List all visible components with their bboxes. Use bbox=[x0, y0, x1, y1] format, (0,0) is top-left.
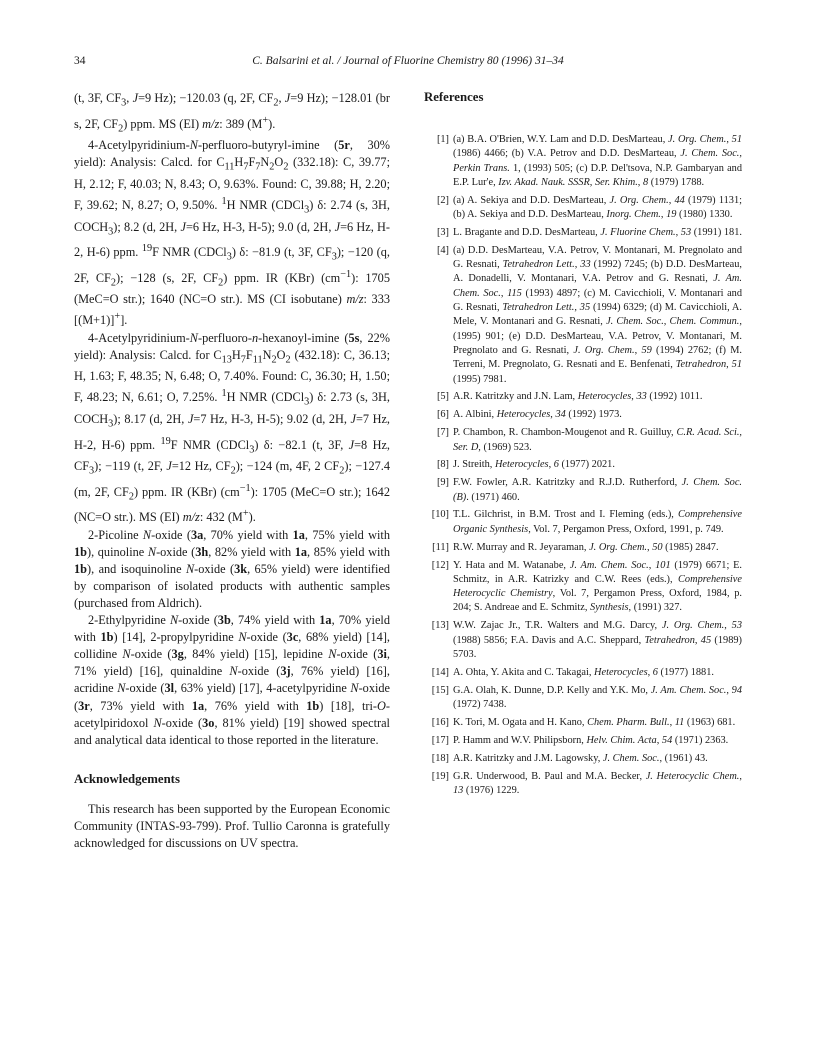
reference-text: (a) D.D. DesMarteau, V.A. Petrov, V. Montanari, M. Pregnolato and G. Resnati, Tetrahedron Lett., 33 (1992) 7245; (b) D.D. DesMarteau, A. Donadelli, V. Montanari, V.A. Petrov and G. Resnati, J. Am. Chem. Soc., 115 (1993) 4897; (c) M. Cavicchioli, V. Montanari and G. Resnati, Tetrahedron Lett., 35 (1994) 6329; (d) M. Cavicchioli, A. Mele, V. Montanari and G. Resnati, J. Chem. Soc., Chem. Commun., (1995) 901; (e) D.D. DesMarteau, V.A. Petrov, V. Montanari, M. Pregnolato and G. Resnati, J. Org. Chem., 59 (1994) 2762; (f) M. Terreni, M. Pregnolato, G. Resnati and E. Benfenati, Tetrahedron, 51 (1995) 7981. bbox=[453, 244, 743, 385]
body-paragraph: 2-Picoline N-oxide (3a, 70% yield with 1a, 75% yield with 1b), quinoline N-oxide (3h, 82% yield with 1a, 85% yield with 1b), and isoquinoline N-oxide (3k, 65% yield) were identified by comparison of isolated products with authentic samples (purchased from Aldrich). bbox=[74, 527, 390, 610]
reference-text: G.A. Olah, K. Dunne, D.P. Kelly and Y.K. Mo, J. Am. Chem. Soc., 94 (1972) 7438. bbox=[453, 684, 743, 710]
reference-text: G.R. Underwood, B. Paul and M.A. Becker, J. Heterocyclic Chem., 13 (1976) 1229. bbox=[453, 770, 742, 796]
reference-text: F.W. Fowler, A.R. Katritzky and R.J.D. Rutherford, J. Chem. Soc. (B). (1971) 460. bbox=[453, 477, 742, 503]
body-paragraph: 4-Acetylpyridinium-N-perfluoro-butyryl-imine (5r, 30% yield): Analysis: Calcd. for $C_{11}H_7F_7N_2O_2$ (332.18): C, 39.77; H, 2.12; F, 40.03; N, 8.43; O, 9.63%. Found: C, 39.88; H, 2.20; F, 39.62; N, 8.27; O, 9.50%. $^1$H NMR (CDCl$_3$) δ: 2.74 (s, 3H, $COCH_3$); 8.2 (d, 2H, J=6 Hz, H-3, H-5); 9.0 (d, 2H, J=6 Hz, H-2, H-6) ppm. $^{19}$F NMR (CDCl$_3$) δ: −81.9 (t, 3F, $CF_3$); −120 (q, 2F, $CF_2$); −128 (s, 2F, $CF_2$) ppm. IR (KBr) $(cm^{-1})$: 1705 (MeC=O str.); 1640 (NC=O str.). MS (CI isobutane) m/z: 333 [(M+1)]+]. bbox=[74, 138, 391, 328]
reference-number: [2] bbox=[436, 194, 449, 206]
reference-item bbox=[424, 666, 742, 680]
reference-text: (a) A. Sekiya and D.D. DesMarteau, J. Org. Chem., 44 (1979) 1131; (b) A. Sekiya and D.D. DesMarteau, Inorg. Chem., 19 (1980) 1330. bbox=[453, 194, 743, 221]
reference-item bbox=[424, 684, 742, 713]
reference-item bbox=[424, 559, 742, 616]
reference-item bbox=[424, 619, 742, 662]
left-column bbox=[74, 90, 390, 852]
reference-item bbox=[424, 408, 742, 422]
reference-text: P. Chambon, R. Chambon-Mougenot and R. Guilluy, C.R. Acad. Sci., Ser. D, (1969) 523. bbox=[453, 427, 742, 453]
body-paragraph: 4-Acetylpyridinium-N-perfluoro-n-hexanoyl-imine (5s, 22% yield): Analysis: Calcd. for $C_{13}H_7F_{11}N_2O_2$ (432.18): C, 36.13; H, 1.63; F, 48.35; N, 6.48; O, 7.40%. Found: C, 36.30; H, 1.50; F, 48.23; N, 6.61; O, 7.25%. $^1$H NMR (CDCl$_3$) δ: 2.73 (s, 3H, $COCH_3$); 8.17 (d, 2H, J=7 Hz, H-3, H-5); 9.02 (d, 2H, J=7 Hz, H-2, H-6) ppm. $^{19}$F NMR (CDCl$_3$) δ: −82.1 (t, 3F, J=8 Hz, $CF_3$); −119 (t, 2F, J=12 Hz, $CF_2$); −124 (m, 4F, 2 $CF_2$); −127.4 (m, 2F, $CF_2$) ppm. IR (KBr) $(cm^{-1})$: 1705 (MeC=O str.); 1642 (NC=O str.). MS (EI) m/z: 432 (M+). bbox=[74, 330, 391, 525]
reference-number: [12] bbox=[431, 559, 449, 571]
reference-list bbox=[424, 133, 742, 798]
reference-text: P. Hamm and W.V. Philipsborn, Helv. Chim. Acta, 54 (1971) 2363. bbox=[453, 734, 729, 746]
reference-number: [5] bbox=[436, 391, 449, 403]
reference-number: [17] bbox=[431, 734, 449, 746]
reference-text: A. Ohta, Y. Akita and C. Takagai, Heterocycles, 6 (1977) 1881. bbox=[453, 666, 714, 678]
reference-item bbox=[424, 458, 742, 472]
reference-item bbox=[424, 508, 742, 537]
reference-item bbox=[424, 734, 742, 748]
reference-number: [14] bbox=[431, 666, 449, 678]
reference-number: [3] bbox=[436, 226, 449, 238]
reference-text: L. Bragante and D.D. DesMarteau, J. Fluorine Chem., 53 (1991) 181. bbox=[453, 226, 742, 238]
reference-number: [19] bbox=[431, 770, 449, 782]
reference-text: (a) B.A. O'Brien, W.Y. Lam and D.D. DesMarteau, J. Org. Chem., 51 (1986) 4466; (b) V.A. Petrov and D.D. DesMarteau, J. Chem. Soc., Perkin Trans. 1, (1993) 505; (c) D.P. Del'tsova, N.P. Gambaryan and E.P. Lur'e, Izv. Akad. Nauk. SSSR, Ser. Khim., 8 (1979) 1788. bbox=[453, 134, 743, 188]
reference-item bbox=[424, 226, 742, 240]
reference-number: [16] bbox=[431, 716, 449, 728]
reference-item bbox=[424, 716, 742, 730]
reference-number: [4] bbox=[436, 244, 449, 256]
reference-item bbox=[424, 390, 742, 404]
reference-item bbox=[424, 133, 742, 190]
reference-text: J. Streith, Heterocycles, 6 (1977) 2021. bbox=[453, 459, 615, 471]
reference-number: [9] bbox=[436, 477, 449, 489]
acknowledgements-text: This research has been supported by the European Economic Community (INTAS-93-799). Prof. Tullio Caronna is gratefully acknowledged for discussions on UV spectra. bbox=[74, 801, 390, 851]
reference-item bbox=[424, 426, 742, 455]
reference-number: [8] bbox=[436, 459, 449, 471]
reference-item bbox=[424, 244, 742, 387]
running-head: C. Balsarini et al. / Journal of Fluorine Chemistry 80 (1996) 31–34 bbox=[252, 55, 564, 67]
reference-item bbox=[424, 541, 742, 555]
reference-text: A.R. Katritzky and J.M. Lagowsky, J. Chem. Soc., (1961) 43. bbox=[453, 752, 708, 764]
body-paragraph: 2-Ethylpyridine N-oxide (3b, 74% yield with 1a, 70% yield with 1b) [14], 2-propylpyridine N-oxide (3c, 68% yield) [14], collidine N-oxide (3g, 84% yield) [15], lepidine N-oxide (3i, 71% yield) [16], quinaldine N-oxide (3j, 76% yield) [16], acridine N-oxide (3l, 63% yield) [17], 4-acetylpyridine N-oxide (3r, 73% yield with 1a, 76% yield with 1b) [18], tri-O-acetylpiridoxol N-oxide (3o, 81% yield) [19] showed spectral and analytical data identical to those reported in the literature. bbox=[74, 613, 390, 747]
reference-text: R.W. Murray and R. Jeyaraman, J. Org. Chem., 50 (1985) 2847. bbox=[453, 541, 719, 553]
reference-item bbox=[424, 752, 742, 766]
reference-text: W.W. Zajac Jr., T.R. Walters and M.G. Darcy, J. Org. Chem., 53 (1988) 5856; F.A. Davis and A.C. Sheppard, Tetrahedron, 45 (1989) 5703. bbox=[453, 620, 743, 660]
reference-item bbox=[424, 476, 742, 505]
reference-text: T.L. Gilchrist, in B.M. Trost and I. Fleming (eds.), Comprehensive Organic Synthesis, Vol. 7, Pergamon Press, Oxford, 1991, p. 749. bbox=[453, 509, 742, 535]
experimental-text bbox=[74, 90, 390, 749]
page-number: 34 bbox=[74, 55, 86, 67]
body-paragraph: (t, 3F, $CF_3$, J=9 Hz); −120.03 (q, 2F, $CF_2$, J=9 Hz); −128.01 (br s, 2F, $CF_2$) ppm. MS (EI) m/z: 389 (M+). bbox=[74, 91, 390, 135]
reference-number: [18] bbox=[431, 752, 449, 764]
reference-item bbox=[424, 770, 742, 799]
references-heading: References bbox=[424, 90, 484, 104]
reference-text: Y. Hata and M. Watanabe, J. Am. Chem. Soc., 101 (1979) 6671; E. Schmitz, in A.R. Katrizky and C.W. Rees (eds.), Comprehensive Heterocyclic Chemistry, Vol. 7, Pergamon Press, Oxford, 1984, p. 204; S. Andreae and E. Schmitz, Synthesis, (1991) 327. bbox=[453, 559, 743, 614]
reference-number: [11] bbox=[432, 541, 449, 553]
page-header bbox=[74, 55, 742, 71]
reference-text: A. Albini, Heterocycles, 34 (1992) 1973. bbox=[453, 409, 622, 421]
reference-number: [10] bbox=[431, 509, 449, 521]
reference-number: [15] bbox=[431, 684, 449, 696]
reference-number: [13] bbox=[431, 620, 449, 632]
acknowledgements-heading: Acknowledgements bbox=[74, 771, 180, 786]
right-column bbox=[424, 90, 742, 802]
reference-text: A.R. Katritzky and J.N. Lam, Heterocycles, 33 (1992) 1011. bbox=[453, 391, 703, 403]
reference-number: [6] bbox=[436, 409, 449, 421]
reference-number: [1] bbox=[436, 134, 449, 145]
reference-item bbox=[424, 194, 742, 223]
reference-text: K. Tori, M. Ogata and H. Kano, Chem. Pharm. Bull., 11 (1963) 681. bbox=[453, 716, 736, 728]
reference-number: [7] bbox=[436, 427, 449, 439]
